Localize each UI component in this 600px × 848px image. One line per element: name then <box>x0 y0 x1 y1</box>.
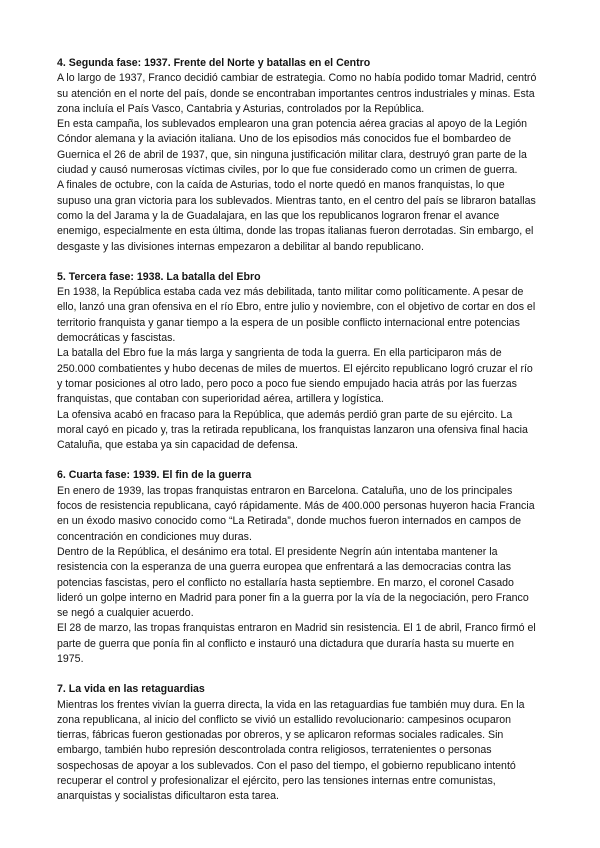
section-cuarta-fase <box>57 468 539 667</box>
paragraph: En 1938, la República estaba cada vez más debilitada, tanto militar como políticamente. A pesar de ello, lanzó una gran ofensiva en el río Ebro, entre julio y noviembre, con el objetivo de cortar en dos el territorio franquista y ganar tiempo a la espera de un posible conflicto internacional entre potencias democráticas y fascistas. <box>57 286 536 345</box>
section-heading: 7. La vida en las retaguardias <box>57 683 205 696</box>
paragraph: El 28 de marzo, las tropas franquistas entraron en Madrid sin resistencia. El 1 de abril, Franco firmó el parte de guerra que ponía fin al conflicto e instauró una dictadura que duraría hasta su muerte en 1975. <box>57 622 536 665</box>
document-page <box>57 56 539 805</box>
paragraph: A finales de octubre, con la caída de Asturias, todo el norte quedó en manos franquistas, lo que supuso una gran victoria para los sublevados. Mientras tanto, en el centro del país se libraron batallas como la del Jarama y la de Guadalajara, en las que los republicanos lograron frenar el avance enemigo, especialmente en esta última, donde las tropas italianas fueron derrotadas. Sin embargo, el desgaste y las divisiones internas empezaron a debilitar al bando republicano. <box>57 179 536 253</box>
paragraph: En enero de 1939, las tropas franquistas entraron en Barcelona. Cataluña, uno de los principales focos de resistencia republicana, cayó rápidamente. Más de 400.000 personas huyeron hacia Francia en un éxodo masivo conocido como “La Retirada”, donde muchos fueron internados en campos de concentración en condiciones muy duras. <box>57 484 535 543</box>
paragraph: A lo largo de 1937, Franco decidió cambiar de estrategia. Como no había podido tomar Madrid, centró su atención en el norte del país, donde se encontraban importantes centros industriales y minas. Esta zona incluía el País Vasco, Cantabria y Asturias, controlados por la República. <box>57 72 537 115</box>
section-retaguardias <box>57 682 539 804</box>
section-heading: 6. Cuarta fase: 1939. El fin de la guerra <box>57 469 252 482</box>
section-heading: 4. Segunda fase: 1937. Frente del Norte y batallas en el Centro <box>57 57 371 69</box>
section-tercera-fase <box>57 270 539 454</box>
paragraph: En esta campaña, los sublevados emplearon una gran potencia aérea gracias al apoyo de la Legión Cóndor alemana y la aviación italiana. Uno de los episodios más conocidos fue el bombardeo de Guernica el 26 de abril de 1937, que, sin ninguna justificación militar clara, destruyó gran parte de la ciudad y causó numerosas víctimas civiles, por lo que fue considerado como un crimen de guerra. <box>57 118 527 177</box>
paragraph: La batalla del Ebro fue la más larga y sangrienta de toda la guerra. En ella participaron más de 250.000 combatientes y hubo decenas de miles de muertos. El ejército republicano logró cruzar el río y tomar posiciones al otro lado, pero poco a poco fue siendo empujado hacia atrás por las fuerzas franquistas, que contaban con superioridad aérea, artillera y logística. <box>57 347 533 406</box>
paragraph: Mientras los frentes vivían la guerra directa, la vida en las retaguardias fue también muy dura. En la zona republicana, al inicio del conflicto se vivió un estallido revolucionario: campesinos ocuparon tierras, fábricas fueron gestionadas por obreros, y se aplicaron reformas sociales radicales. Sin embargo, también hubo represión descontrolada contra religiosos, terratenientes o personas sospechosas de apoyar a los sublevados. Con el paso del tiempo, el gobierno republicano intentó recuperar el control y profesionalizar el ejército, pero las tensiones internas entre comunistas, anarquistas y socialistas dificultaron esta tarea. <box>57 698 525 803</box>
section-segunda-fase <box>57 56 539 255</box>
section-heading: 5. Tercera fase: 1938. La batalla del Ebro <box>57 270 261 283</box>
paragraph: La ofensiva acabó en fracaso para la República, que además perdió gran parte de su ejército. La moral cayó en picado y, tras la retirada republicana, los franquistas lanzaron una ofensiva final hacia Cataluña, que estaba ya sin capacidad de defensa. <box>57 408 528 452</box>
paragraph: Dentro de la República, el desánimo era total. El presidente Negrín aún intentaba mantener la resistencia con la esperanza de una guerra europea que enfrentará a las democracias contra las potencias fascistas, pero el conflicto no estallaría hasta septiembre. En marzo, el coronel Casado lideró un golpe interno en Madrid para poner fin a la guerra por la vía de la negociación, pero Franco se negó a cualquier acuerdo. <box>57 545 529 620</box>
